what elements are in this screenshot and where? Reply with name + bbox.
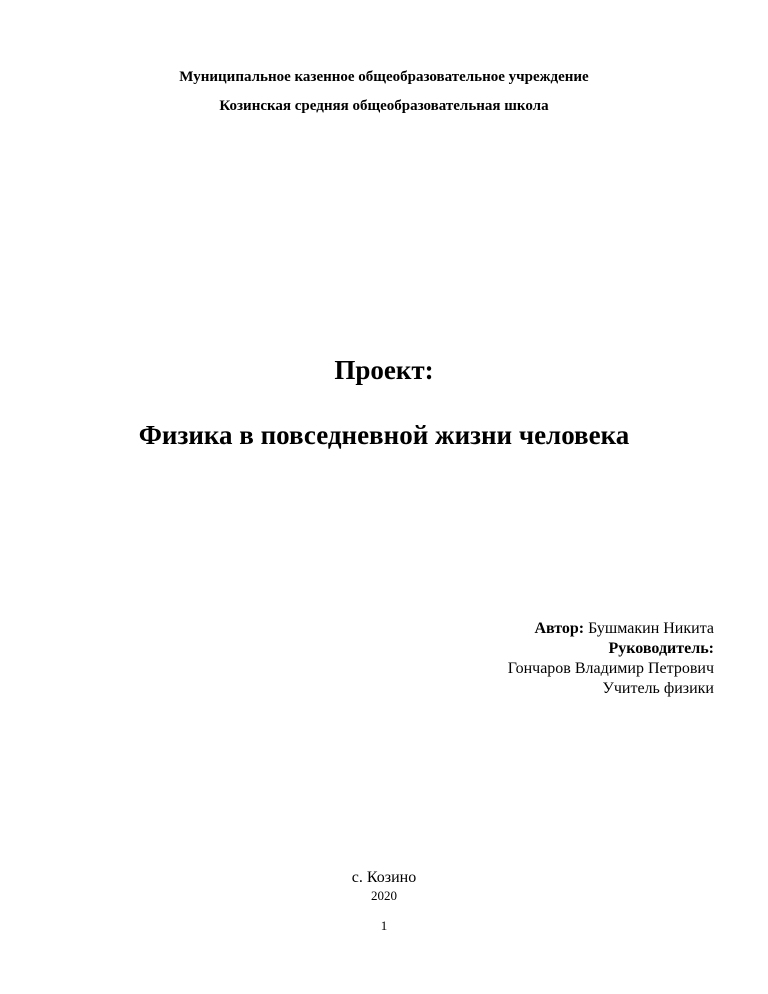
- author-row: [508, 619, 714, 639]
- project-title: Физика в повседневной жизни человека: [138, 420, 630, 450]
- author-label: Автор:: [534, 620, 585, 637]
- city: с. Козино: [351, 869, 417, 886]
- supervisor-position: Учитель физики: [602, 680, 714, 697]
- author-name: Бушмакин Никита: [588, 620, 714, 637]
- organization-line-2: Козинская средняя общеобразовательная школа: [219, 98, 549, 114]
- year: 2020: [371, 888, 397, 903]
- supervisor-label: Руководитель:: [608, 640, 714, 657]
- project-label: Проект:: [334, 355, 434, 385]
- author-block: [508, 619, 714, 699]
- supervisor-name: Гончаров Владимир Петрович: [507, 660, 714, 677]
- organization-line-1: Муниципальное казенное общеобразовательное учреждение: [179, 69, 589, 85]
- page-number: 1: [380, 918, 388, 933]
